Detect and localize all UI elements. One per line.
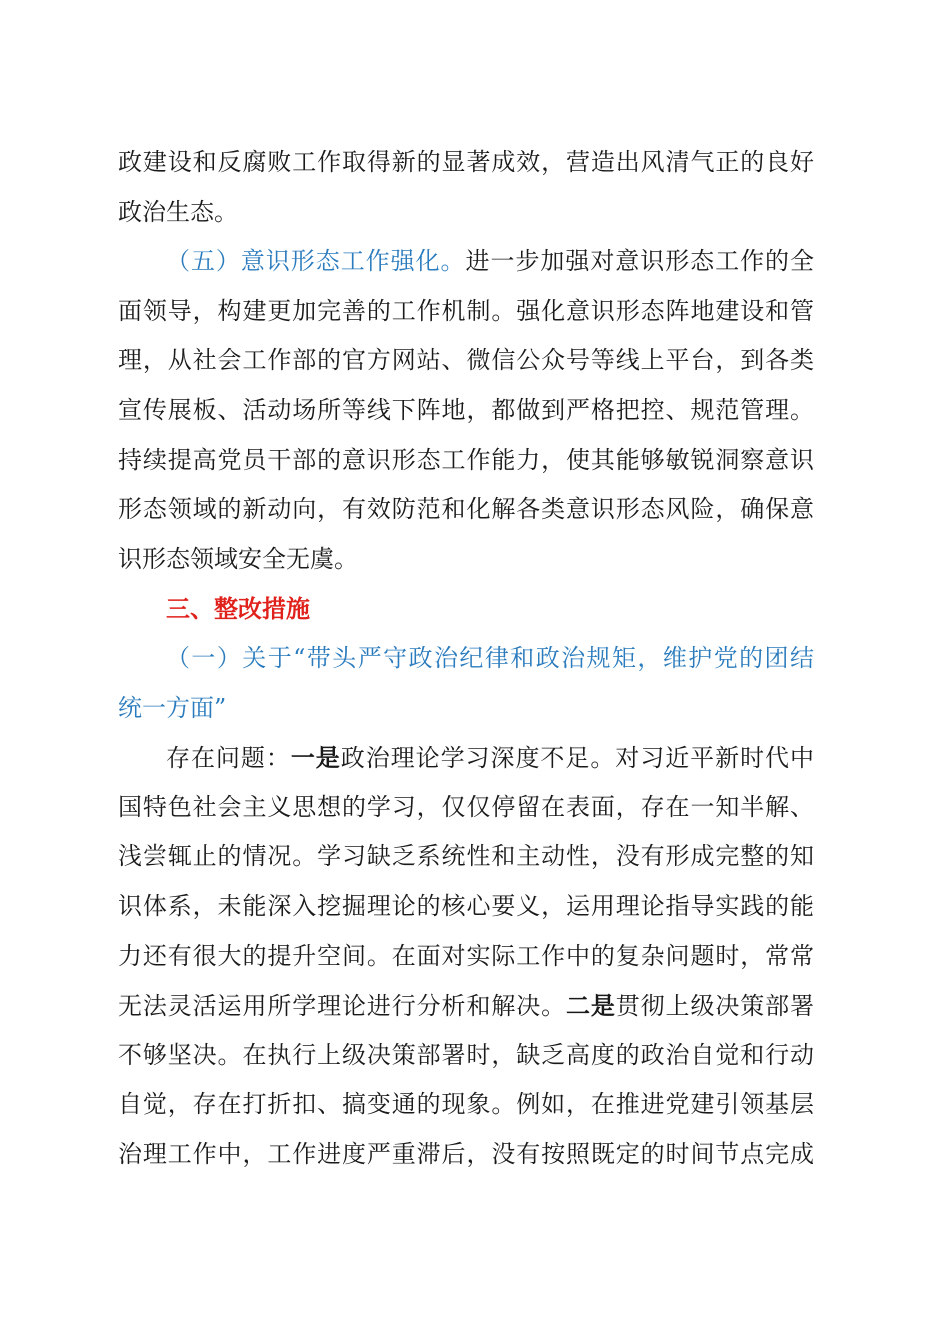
paragraph-line: 形态领域的新动向，有效防范和化解各类意识形态风险，确保意 bbox=[118, 495, 814, 524]
paragraph-line bbox=[118, 237, 814, 287]
document-body bbox=[118, 138, 814, 1179]
paragraph-text: 贯彻上级决策部署 bbox=[615, 992, 815, 1021]
paragraph-line: 政治生态。 bbox=[118, 197, 238, 226]
paragraph-line: 不够坚决。在执行上级决策部署时，缺乏高度的政治自觉和行动 bbox=[118, 1040, 814, 1069]
paragraph-line: 理，从社会工作部的官方网站、微信公众号等线上平台，到各类 bbox=[118, 346, 814, 375]
subsection-heading-one: （一）关于“带头严守政治纪律和政治规矩，维护党的团结 bbox=[166, 643, 814, 672]
paragraph-text: 进一步加强对意识形态工作的全 bbox=[465, 247, 815, 276]
paragraph-line: 持续提高党员干部的意识形态工作能力，使其能够敏锐洞察意识 bbox=[118, 445, 814, 474]
paragraph-line: 浅尝辄止的情况。学习缺乏系统性和主动性，没有形成完整的知 bbox=[118, 842, 814, 871]
paragraph-line: 治理工作中，工作进度严重滞后，没有按照既定的时间节点完成 bbox=[118, 1139, 814, 1168]
paragraph-line: 识体系，未能深入挖掘理论的核心要义，运用理论指导实践的能 bbox=[118, 891, 814, 920]
paragraph-line: 自觉，存在打折扣、搞变通的现象。例如，在推进党建引领基层 bbox=[118, 1090, 814, 1119]
point-marker-two: 二是 bbox=[566, 991, 616, 1021]
section-heading: 三、整改措施 bbox=[166, 594, 310, 624]
paragraph-line: 面领导，构建更加完善的工作机制。强化意识形态阵地建设和管 bbox=[118, 296, 814, 325]
issue-label: 存在问题： bbox=[166, 744, 291, 773]
paragraph-line: 识形态领域安全无虞。 bbox=[118, 544, 358, 573]
paragraph-line bbox=[118, 733, 814, 783]
paragraph-line bbox=[118, 981, 814, 1031]
subsection-heading-five: （五）意识形态工作强化。 bbox=[166, 247, 466, 276]
paragraph-line: 政建设和反腐败工作取得新的显著成效，营造出风清气正的良好 bbox=[118, 148, 814, 176]
point-marker-one: 一是 bbox=[290, 743, 341, 773]
paragraph-text: 无法灵活运用所学理论进行分析和解决。 bbox=[118, 992, 566, 1021]
paragraph-line: 国特色社会主义思想的学习，仅仅停留在表面，存在一知半解、 bbox=[118, 792, 814, 821]
paragraph-text: 政治理论学习深度不足。对习近平新时代中 bbox=[340, 744, 815, 773]
paragraph-line: 力还有很大的提升空间。在面对实际工作中的复杂问题时，常常 bbox=[118, 941, 814, 970]
paragraph-line: 宣传展板、活动场所等线下阵地，都做到严格把控、规范管理。 bbox=[118, 395, 814, 424]
subsection-heading-one-cont: 统一方面” bbox=[118, 693, 227, 722]
